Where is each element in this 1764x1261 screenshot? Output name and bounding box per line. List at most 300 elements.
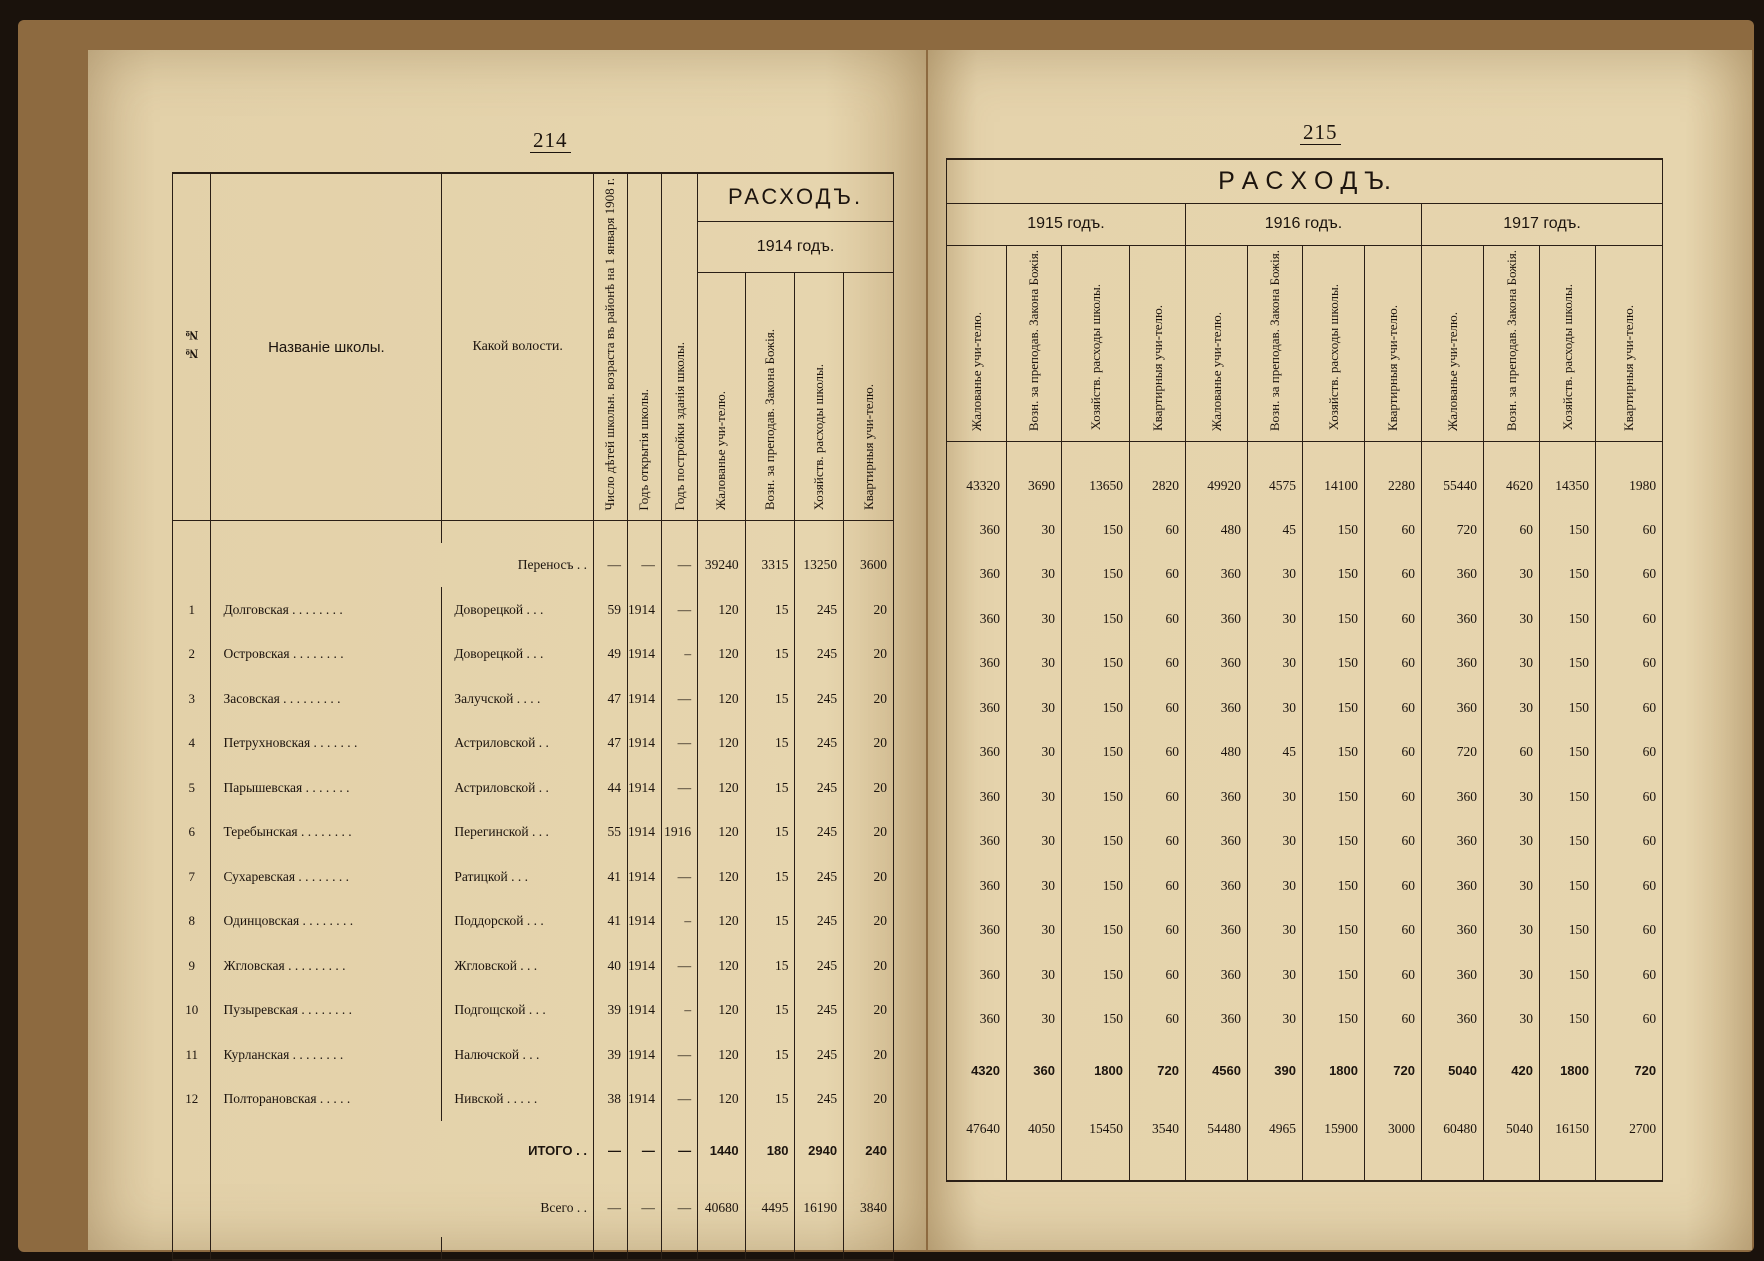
children-count: — [594,1179,628,1237]
expense-cell-1: 30 [1007,908,1062,953]
expense-cell-8: 360 [1422,953,1484,998]
expense-cell-11: 60 [1596,686,1663,731]
expense-1914-2: 245 [795,988,844,1033]
school-row [947,864,1663,909]
header-col-1-3 [1365,245,1422,441]
expense-cell-10: 150 [1540,508,1596,553]
year-opened: 1914 [627,721,661,766]
expense-cell-10: 150 [1540,908,1596,953]
spacer-cell [1365,441,1422,464]
expense-1914-0: 120 [698,1077,746,1122]
expense-cell-2: 150 [1062,997,1130,1042]
header-col-label: Жалованье учи-телю. [1444,311,1460,431]
expense-1914-2: 245 [795,721,844,766]
expense-cell-1: 30 [1007,730,1062,775]
expense-cell-11: 60 [1596,908,1663,953]
school-name: Долговская . . . . . . . . [211,587,442,632]
volost-name: Налючской . . . [442,1032,594,1077]
school-row [173,765,894,810]
expense-1914-1: 15 [745,765,795,810]
grand-total-row [947,1100,1663,1158]
expense-cell-1: 30 [1007,953,1062,998]
expense-1914-0: 39240 [698,543,746,587]
expense-cell-3: 60 [1130,552,1186,597]
children-count: 38 [594,1077,628,1122]
spacer-cell [1422,441,1484,464]
school-row [947,730,1663,775]
expense-cell-1: 4050 [1007,1100,1062,1158]
school-row [947,686,1663,731]
expense-cell-7: 2280 [1365,464,1422,508]
row-number: 9 [173,943,211,988]
expense-1914-0: 120 [698,676,746,721]
spacer-cell [1596,1158,1663,1181]
expense-1914-3: 20 [844,1077,894,1122]
row-number: 7 [173,854,211,899]
spacer-cell [594,1237,628,1260]
expense-banner-right: Р А С Х О Д Ъ. [947,159,1663,203]
header-col-label: Возн. за преподав. Закона Божія. [1026,249,1041,431]
year-built: — [661,1032,697,1077]
row-label: Всего . . [211,1179,594,1237]
expense-cell-5: 30 [1248,597,1303,642]
expense-cell-0: 360 [947,552,1007,597]
expense-1914-3: 240 [844,1121,894,1179]
spacer-cell [173,1237,211,1260]
expense-cell-2: 13650 [1062,464,1130,508]
year-built: — [661,721,697,766]
expense-cell-1: 30 [1007,819,1062,864]
expense-cell-7: 60 [1365,730,1422,775]
spacer-cell [1130,441,1186,464]
row-number [173,543,211,587]
expense-cell-8: 360 [1422,864,1484,909]
year-built: — [661,676,697,721]
expense-cell-0: 360 [947,686,1007,731]
row-number [173,1179,211,1237]
expense-1914-2: 245 [795,810,844,855]
children-count: 44 [594,765,628,810]
expense-cell-2: 150 [1062,641,1130,686]
expense-cell-1: 30 [1007,775,1062,820]
expense-cell-4: 360 [1186,908,1248,953]
expense-cell-5: 45 [1248,508,1303,553]
expense-cell-7: 60 [1365,686,1422,731]
year-header-0: 1915 годъ. [947,203,1186,245]
page-number-right: 215 [1300,120,1341,145]
expense-cell-6: 150 [1303,597,1365,642]
expense-1914-1: 15 [745,676,795,721]
spacer-cell [1303,441,1365,464]
expense-1914-0: 40680 [698,1179,746,1237]
expense-cell-6: 150 [1303,775,1365,820]
expense-1914-0: 120 [698,632,746,677]
volost-name: Астриловской . . [442,765,594,810]
expense-cell-11: 60 [1596,819,1663,864]
year-opened: — [627,543,661,587]
expense-cell-1: 3690 [1007,464,1062,508]
expense-cell-10: 150 [1540,997,1596,1042]
year-header-1: 1916 годъ. [1186,203,1422,245]
expense-1914-3: 20 [844,765,894,810]
expense-1914-0: 120 [698,943,746,988]
volost-name: Доворецкой . . . [442,587,594,632]
expense-1914-0: 120 [698,810,746,855]
header-col-1914-3 [844,272,894,521]
expense-cell-3: 2820 [1130,464,1186,508]
expense-cell-8: 55440 [1422,464,1484,508]
expense-cell-7: 60 [1365,552,1422,597]
volost-name: Подгощской . . . [442,988,594,1033]
expense-1914-0: 120 [698,721,746,766]
row-label: ИТОГО . . [211,1121,594,1179]
header-col-0-1 [1007,245,1062,441]
expense-cell-1: 30 [1007,641,1062,686]
spacer-cell [1540,1158,1596,1181]
volost-name: Астриловской . . [442,721,594,766]
year-built: — [661,854,697,899]
expense-cell-5: 30 [1248,819,1303,864]
expense-cell-8: 360 [1422,686,1484,731]
expense-cell-3: 3540 [1130,1100,1186,1158]
school-name: Курланская . . . . . . . . [211,1032,442,1077]
header-volost: Какой волости. [442,173,594,521]
spacer-cell [698,521,746,544]
expense-cell-9: 30 [1484,953,1540,998]
expense-cell-3: 720 [1130,1042,1186,1100]
expense-cell-9: 60 [1484,730,1540,775]
expense-cell-1: 30 [1007,552,1062,597]
expense-cell-4: 360 [1186,953,1248,998]
expense-cell-4: 4560 [1186,1042,1248,1100]
row-number: 4 [173,721,211,766]
expense-cell-10: 150 [1540,730,1596,775]
expense-cell-0: 47640 [947,1100,1007,1158]
expense-1914-2: 245 [795,1032,844,1077]
header-col-label: Хозяйств. расходы школы. [1325,284,1341,431]
expense-cell-6: 14100 [1303,464,1365,508]
expense-cell-3: 60 [1130,908,1186,953]
school-row [947,908,1663,953]
spacer-row [173,1237,894,1260]
spacer-cell [1130,1158,1186,1181]
header-col-label: Квартирныя учи-телю. [1385,304,1400,431]
row-number: 1 [173,587,211,632]
year-1914: 1914 годъ. [698,221,894,272]
expense-1914-0: 1440 [698,1121,746,1179]
expense-cell-6: 1800 [1303,1042,1365,1100]
expense-cell-0: 360 [947,597,1007,642]
year-opened: 1914 [627,587,661,632]
expense-cell-9: 30 [1484,997,1540,1042]
expense-cell-11: 60 [1596,552,1663,597]
school-row [947,597,1663,642]
expense-cell-9: 30 [1484,775,1540,820]
children-count: 49 [594,632,628,677]
expense-cell-9: 5040 [1484,1100,1540,1158]
expense-1914-2: 245 [795,765,844,810]
expense-cell-3: 60 [1130,775,1186,820]
school-name: Сухаревская . . . . . . . . [211,854,442,899]
school-row [173,632,894,677]
expense-cell-0: 360 [947,775,1007,820]
expense-cell-4: 54480 [1186,1100,1248,1158]
expense-cell-5: 30 [1248,641,1303,686]
expense-1914-1: 15 [745,632,795,677]
children-count: 47 [594,721,628,766]
expense-1914-3: 20 [844,988,894,1033]
expense-cell-2: 150 [1062,775,1130,820]
expense-cell-6: 150 [1303,508,1365,553]
spacer-cell [594,521,628,544]
expense-cell-7: 60 [1365,997,1422,1042]
year-header-2: 1917 годъ. [1422,203,1663,245]
expense-cell-10: 150 [1540,864,1596,909]
spacer-cell [661,1237,697,1260]
expense-cell-7: 60 [1365,864,1422,909]
spacer-cell [1186,1158,1248,1181]
expense-cell-4: 480 [1186,508,1248,553]
year-opened: 1914 [627,988,661,1033]
expense-cell-2: 150 [1062,908,1130,953]
children-count: 40 [594,943,628,988]
header-col-1914-1 [745,272,795,521]
header-col-1-0 [1186,245,1248,441]
expense-1914-2: 2940 [795,1121,844,1179]
children-count: 47 [594,676,628,721]
expense-cell-8: 720 [1422,730,1484,775]
header-col-0-3 [1130,245,1186,441]
year-opened: 1914 [627,1032,661,1077]
expense-cell-11: 60 [1596,641,1663,686]
spacer-cell [1484,1158,1540,1181]
expense-cell-2: 150 [1062,508,1130,553]
expense-cell-9: 30 [1484,686,1540,731]
expense-1914-3: 20 [844,676,894,721]
expense-cell-0: 360 [947,641,1007,686]
spacer-row [947,1158,1663,1181]
spacer-cell [844,521,894,544]
expense-cell-11: 60 [1596,953,1663,998]
year-opened: — [627,1179,661,1237]
spacer-cell [1248,1158,1303,1181]
expense-cell-2: 150 [1062,597,1130,642]
expense-cell-4: 360 [1186,997,1248,1042]
expense-cell-2: 150 [1062,864,1130,909]
expense-cell-1: 30 [1007,686,1062,731]
header-col-label: Возн. за преподав. Закона Божія. [1503,249,1519,431]
left-page [88,50,926,1250]
expense-1914-0: 120 [698,765,746,810]
children-count: 39 [594,1032,628,1077]
expense-cell-4: 480 [1186,730,1248,775]
spacer-cell [1484,441,1540,464]
expense-cell-5: 30 [1248,775,1303,820]
expense-cell-8: 360 [1422,819,1484,864]
spacer-cell [442,521,594,544]
expense-cell-0: 360 [947,908,1007,953]
school-row [947,775,1663,820]
expense-cell-2: 15450 [1062,1100,1130,1158]
expense-cell-10: 14350 [1540,464,1596,508]
row-number: 6 [173,810,211,855]
year-opened: — [627,1121,661,1179]
expense-cell-4: 360 [1186,552,1248,597]
spacer-row [947,441,1663,464]
expense-cell-6: 15900 [1303,1100,1365,1158]
expense-cell-6: 150 [1303,864,1365,909]
expense-1914-0: 120 [698,899,746,944]
school-row [173,854,894,899]
expense-cell-10: 150 [1540,597,1596,642]
expense-cell-0: 43320 [947,464,1007,508]
expense-cell-2: 150 [1062,552,1130,597]
expense-1914-2: 245 [795,587,844,632]
book-spread [18,20,1754,1252]
school-name: Полторановская . . . . . [211,1077,442,1122]
children-count: 59 [594,587,628,632]
header-col-1914-2 [795,272,844,521]
school-row [947,997,1663,1042]
expense-cell-4: 360 [1186,864,1248,909]
school-row [947,819,1663,864]
page-number-left: 214 [530,128,571,153]
expense-cell-5: 30 [1248,997,1303,1042]
school-row [947,641,1663,686]
volost-name: Перегинской . . . [442,810,594,855]
volost-name: Доворецкой . . . [442,632,594,677]
spacer-cell [1596,441,1663,464]
expense-cell-11: 60 [1596,508,1663,553]
expense-1914-2: 245 [795,943,844,988]
expense-cell-8: 360 [1422,908,1484,953]
spacer-cell [1303,1158,1365,1181]
expense-cell-7: 60 [1365,819,1422,864]
expense-1914-0: 120 [698,587,746,632]
expense-cell-5: 30 [1248,864,1303,909]
school-name: Пузыревская . . . . . . . . [211,988,442,1033]
spacer-cell [745,521,795,544]
expense-cell-9: 4620 [1484,464,1540,508]
year-built: – [661,632,697,677]
expense-cell-3: 60 [1130,597,1186,642]
header-col-label: Хозяйств. расходы школы. [1087,284,1103,431]
expense-cell-3: 60 [1130,730,1186,775]
expense-cell-2: 1800 [1062,1042,1130,1100]
row-number: 11 [173,1032,211,1077]
expense-cell-1: 360 [1007,1042,1062,1100]
expense-1914-3: 20 [844,632,894,677]
school-name: Островская . . . . . . . . [211,632,442,677]
expense-1914-2: 245 [795,854,844,899]
expense-cell-2: 150 [1062,686,1130,731]
expense-cell-5: 45 [1248,730,1303,775]
spacer-cell [211,1237,442,1260]
expense-cell-1: 30 [1007,508,1062,553]
expense-cell-7: 60 [1365,953,1422,998]
header-school-name: Названіе школы. [211,173,442,521]
expense-cell-8: 360 [1422,552,1484,597]
spacer-cell [1422,1158,1484,1181]
row-number: 2 [173,632,211,677]
header-col-2-2 [1540,245,1596,441]
row-number: 10 [173,988,211,1033]
children-count: — [594,1121,628,1179]
school-name: Теребынская . . . . . . . . [211,810,442,855]
expense-cell-6: 150 [1303,953,1365,998]
spacer-cell [947,441,1007,464]
expense-cell-0: 360 [947,730,1007,775]
expense-1914-1: 15 [745,899,795,944]
total-row [173,1121,894,1179]
spacer-cell [1062,441,1130,464]
header-year-opened: Годъ открытія школы. [627,173,661,521]
expense-cell-3: 60 [1130,864,1186,909]
year-built: – [661,899,697,944]
expense-1914-2: 16190 [795,1179,844,1237]
spacer-cell [1062,1158,1130,1181]
school-name: Петрухновская . . . . . . . [211,721,442,766]
expense-1914-2: 245 [795,1077,844,1122]
expense-1914-1: 15 [745,1077,795,1122]
children-count: 39 [594,988,628,1033]
year-built: — [661,1179,697,1237]
expense-cell-3: 60 [1130,819,1186,864]
expense-cell-9: 30 [1484,552,1540,597]
expense-cell-10: 150 [1540,819,1596,864]
school-row [173,721,894,766]
row-number: 8 [173,899,211,944]
expense-cell-4: 360 [1186,641,1248,686]
spacer-cell [795,521,844,544]
expense-cell-6: 150 [1303,819,1365,864]
expense-cell-0: 360 [947,508,1007,553]
children-count: 55 [594,810,628,855]
spacer-row [173,521,894,544]
expense-cell-9: 420 [1484,1042,1540,1100]
expense-cell-5: 4575 [1248,464,1303,508]
expense-cell-9: 30 [1484,864,1540,909]
expense-1914-2: 245 [795,899,844,944]
expense-1914-2: 245 [795,632,844,677]
expense-cell-7: 3000 [1365,1100,1422,1158]
school-row [173,810,894,855]
spacer-cell [1186,441,1248,464]
spacer-cell [1007,1158,1062,1181]
expense-1914-1: 15 [745,587,795,632]
expense-1914-1: 180 [745,1121,795,1179]
header-col-label: Жалованье учи-телю. [713,391,729,511]
expense-cell-8: 720 [1422,508,1484,553]
expense-cell-11: 60 [1596,730,1663,775]
expense-cell-11: 60 [1596,864,1663,909]
expense-1914-1: 15 [745,988,795,1033]
expense-cell-7: 720 [1365,1042,1422,1100]
expense-cell-8: 360 [1422,597,1484,642]
expense-cell-7: 60 [1365,775,1422,820]
expense-cell-7: 60 [1365,597,1422,642]
expense-cell-3: 60 [1130,641,1186,686]
spacer-cell [211,521,442,544]
expense-cell-11: 720 [1596,1042,1663,1100]
expense-cell-3: 60 [1130,953,1186,998]
header-children-count: Число дѣтей школьн. возраста въ районѣ на 1 января 1908 г. [594,173,628,521]
year-built: 1916 [661,810,697,855]
year-built: — [661,765,697,810]
expense-1914-1: 15 [745,854,795,899]
expense-cell-5: 30 [1248,908,1303,953]
volost-name: Ратицкой . . . [442,854,594,899]
